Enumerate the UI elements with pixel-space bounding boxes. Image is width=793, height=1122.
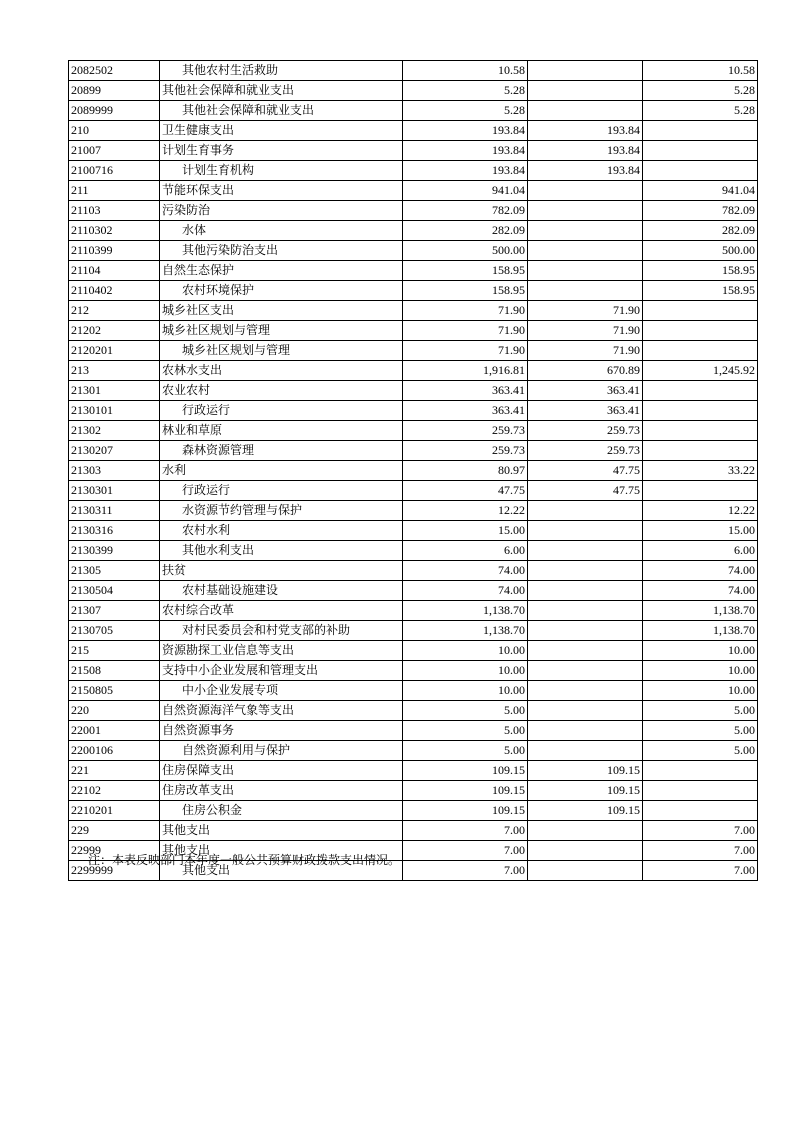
amount-col2-cell: 109.15 bbox=[528, 801, 643, 821]
amount-col3-cell: 74.00 bbox=[643, 561, 758, 581]
budget-code-cell: 221 bbox=[69, 761, 160, 781]
budget-code-cell: 21305 bbox=[69, 561, 160, 581]
amount-col3-cell: 10.00 bbox=[643, 661, 758, 681]
amount-col3-cell: 5.00 bbox=[643, 701, 758, 721]
amount-total-cell: 7.00 bbox=[403, 821, 528, 841]
budget-code-cell: 21303 bbox=[69, 461, 160, 481]
amount-col3-cell: 7.00 bbox=[643, 861, 758, 881]
budget-code-cell: 2089999 bbox=[69, 101, 160, 121]
budget-name-cell: 计划生育机构 bbox=[160, 161, 403, 181]
table-row bbox=[69, 141, 758, 161]
budget-code-cell: 213 bbox=[69, 361, 160, 381]
amount-col2-cell: 193.84 bbox=[528, 121, 643, 141]
budget-code-cell: 20899 bbox=[69, 81, 160, 101]
table-row bbox=[69, 121, 758, 141]
amount-total-cell: 71.90 bbox=[403, 301, 528, 321]
amount-col2-cell: 71.90 bbox=[528, 301, 643, 321]
amount-col3-cell: 782.09 bbox=[643, 201, 758, 221]
table-row bbox=[69, 241, 758, 261]
amount-total-cell: 259.73 bbox=[403, 441, 528, 461]
amount-col3-cell bbox=[643, 401, 758, 421]
budget-code-cell: 21202 bbox=[69, 321, 160, 341]
budget-name-cell: 城乡社区规划与管理 bbox=[160, 341, 403, 361]
budget-name-cell: 自然资源海洋气象等支出 bbox=[160, 701, 403, 721]
budget-code-cell: 215 bbox=[69, 641, 160, 661]
budget-name-cell: 其他农村生活救助 bbox=[160, 61, 403, 81]
amount-col2-cell bbox=[528, 741, 643, 761]
budget-code-cell: 2130399 bbox=[69, 541, 160, 561]
amount-total-cell: 782.09 bbox=[403, 201, 528, 221]
amount-total-cell: 5.28 bbox=[403, 101, 528, 121]
amount-col2-cell: 71.90 bbox=[528, 321, 643, 341]
budget-code-cell: 2082502 bbox=[69, 61, 160, 81]
amount-total-cell: 193.84 bbox=[403, 141, 528, 161]
amount-col3-cell: 7.00 bbox=[643, 841, 758, 861]
amount-col2-cell: 71.90 bbox=[528, 341, 643, 361]
amount-col2-cell bbox=[528, 681, 643, 701]
amount-col3-cell bbox=[643, 801, 758, 821]
table-row bbox=[69, 321, 758, 341]
budget-name-cell: 扶贫 bbox=[160, 561, 403, 581]
amount-col2-cell: 363.41 bbox=[528, 401, 643, 421]
amount-col2-cell bbox=[528, 201, 643, 221]
budget-code-cell: 2110402 bbox=[69, 281, 160, 301]
budget-name-cell: 对村民委员会和村党支部的补助 bbox=[160, 621, 403, 641]
table-row bbox=[69, 161, 758, 181]
amount-col2-cell: 670.89 bbox=[528, 361, 643, 381]
amount-col3-cell bbox=[643, 381, 758, 401]
amount-col2-cell bbox=[528, 861, 643, 881]
amount-total-cell: 6.00 bbox=[403, 541, 528, 561]
amount-col2-cell bbox=[528, 61, 643, 81]
budget-code-cell: 210 bbox=[69, 121, 160, 141]
table-row bbox=[69, 701, 758, 721]
amount-total-cell: 500.00 bbox=[403, 241, 528, 261]
budget-name-cell: 森林资源管理 bbox=[160, 441, 403, 461]
amount-col2-cell: 109.15 bbox=[528, 781, 643, 801]
budget-name-cell: 资源勘探工业信息等支出 bbox=[160, 641, 403, 661]
budget-name-cell: 计划生育事务 bbox=[160, 141, 403, 161]
amount-col2-cell bbox=[528, 661, 643, 681]
amount-col3-cell: 10.00 bbox=[643, 641, 758, 661]
budget-code-cell: 2130504 bbox=[69, 581, 160, 601]
amount-col2-cell bbox=[528, 221, 643, 241]
amount-col2-cell bbox=[528, 101, 643, 121]
amount-col3-cell bbox=[643, 121, 758, 141]
amount-col3-cell: 1,138.70 bbox=[643, 621, 758, 641]
budget-name-cell: 自然生态保护 bbox=[160, 261, 403, 281]
amount-col3-cell bbox=[643, 481, 758, 501]
amount-col3-cell: 33.22 bbox=[643, 461, 758, 481]
amount-col2-cell: 259.73 bbox=[528, 421, 643, 441]
amount-col3-cell bbox=[643, 161, 758, 181]
budget-code-cell: 2130207 bbox=[69, 441, 160, 461]
amount-total-cell: 193.84 bbox=[403, 121, 528, 141]
budget-name-cell: 自然资源利用与保护 bbox=[160, 741, 403, 761]
amount-total-cell: 1,138.70 bbox=[403, 601, 528, 621]
budget-name-cell: 污染防治 bbox=[160, 201, 403, 221]
table-row bbox=[69, 661, 758, 681]
table-row bbox=[69, 281, 758, 301]
amount-total-cell: 363.41 bbox=[403, 381, 528, 401]
table-row bbox=[69, 761, 758, 781]
budget-name-cell: 其他水利支出 bbox=[160, 541, 403, 561]
amount-col2-cell bbox=[528, 281, 643, 301]
amount-col2-cell bbox=[528, 541, 643, 561]
table-row bbox=[69, 361, 758, 381]
amount-total-cell: 80.97 bbox=[403, 461, 528, 481]
amount-col2-cell bbox=[528, 561, 643, 581]
amount-col3-cell: 158.95 bbox=[643, 281, 758, 301]
budget-expenditure-table bbox=[68, 60, 758, 881]
budget-table-container bbox=[68, 60, 755, 881]
table-row bbox=[69, 741, 758, 761]
budget-name-cell: 住房公积金 bbox=[160, 801, 403, 821]
amount-total-cell: 7.00 bbox=[403, 861, 528, 881]
amount-total-cell: 1,916.81 bbox=[403, 361, 528, 381]
amount-total-cell: 74.00 bbox=[403, 561, 528, 581]
amount-col3-cell: 500.00 bbox=[643, 241, 758, 261]
budget-name-cell: 农村综合改革 bbox=[160, 601, 403, 621]
amount-col3-cell: 941.04 bbox=[643, 181, 758, 201]
budget-name-cell: 其他社会保障和就业支出 bbox=[160, 81, 403, 101]
budget-name-cell: 中小企业发展专项 bbox=[160, 681, 403, 701]
amount-total-cell: 10.58 bbox=[403, 61, 528, 81]
budget-name-cell: 住房保障支出 bbox=[160, 761, 403, 781]
table-row bbox=[69, 101, 758, 121]
budget-name-cell: 农村环境保护 bbox=[160, 281, 403, 301]
amount-col3-cell bbox=[643, 781, 758, 801]
amount-col3-cell: 12.22 bbox=[643, 501, 758, 521]
amount-total-cell: 259.73 bbox=[403, 421, 528, 441]
budget-name-cell: 自然资源事务 bbox=[160, 721, 403, 741]
budget-name-cell: 林业和草原 bbox=[160, 421, 403, 441]
budget-name-cell: 其他支出 bbox=[160, 861, 403, 881]
table-row bbox=[69, 641, 758, 661]
amount-total-cell: 363.41 bbox=[403, 401, 528, 421]
amount-col2-cell bbox=[528, 521, 643, 541]
amount-col3-cell bbox=[643, 441, 758, 461]
amount-col3-cell: 7.00 bbox=[643, 821, 758, 841]
table-row bbox=[69, 201, 758, 221]
amount-col3-cell: 5.28 bbox=[643, 101, 758, 121]
budget-code-cell: 2130311 bbox=[69, 501, 160, 521]
amount-col2-cell: 47.75 bbox=[528, 461, 643, 481]
table-row bbox=[69, 601, 758, 621]
amount-total-cell: 5.28 bbox=[403, 81, 528, 101]
budget-code-cell: 2120201 bbox=[69, 341, 160, 361]
amount-total-cell: 12.22 bbox=[403, 501, 528, 521]
amount-col3-cell bbox=[643, 141, 758, 161]
amount-total-cell: 158.95 bbox=[403, 261, 528, 281]
budget-name-cell: 住房改革支出 bbox=[160, 781, 403, 801]
budget-name-cell: 城乡社区支出 bbox=[160, 301, 403, 321]
amount-col2-cell bbox=[528, 241, 643, 261]
amount-total-cell: 5.00 bbox=[403, 741, 528, 761]
budget-code-cell: 21301 bbox=[69, 381, 160, 401]
amount-col3-cell bbox=[643, 321, 758, 341]
budget-code-cell: 21307 bbox=[69, 601, 160, 621]
amount-col3-cell: 5.00 bbox=[643, 741, 758, 761]
amount-col3-cell: 6.00 bbox=[643, 541, 758, 561]
table-row bbox=[69, 581, 758, 601]
amount-col3-cell: 1,245.92 bbox=[643, 361, 758, 381]
budget-code-cell: 220 bbox=[69, 701, 160, 721]
budget-code-cell: 2299999 bbox=[69, 861, 160, 881]
amount-total-cell: 158.95 bbox=[403, 281, 528, 301]
table-row bbox=[69, 481, 758, 501]
budget-code-cell: 21302 bbox=[69, 421, 160, 441]
amount-col2-cell bbox=[528, 621, 643, 641]
budget-code-cell: 2210201 bbox=[69, 801, 160, 821]
amount-total-cell: 7.00 bbox=[403, 841, 528, 861]
amount-total-cell: 10.00 bbox=[403, 681, 528, 701]
budget-code-cell: 2100716 bbox=[69, 161, 160, 181]
budget-code-cell: 22001 bbox=[69, 721, 160, 741]
amount-total-cell: 193.84 bbox=[403, 161, 528, 181]
budget-name-cell: 其他支出 bbox=[160, 841, 403, 861]
amount-col2-cell bbox=[528, 721, 643, 741]
amount-col3-cell: 5.28 bbox=[643, 81, 758, 101]
budget-code-cell: 2130705 bbox=[69, 621, 160, 641]
table-row bbox=[69, 261, 758, 281]
table-row bbox=[69, 301, 758, 321]
budget-name-cell: 支持中小企业发展和管理支出 bbox=[160, 661, 403, 681]
amount-col3-cell: 282.09 bbox=[643, 221, 758, 241]
amount-col2-cell bbox=[528, 821, 643, 841]
table-row bbox=[69, 441, 758, 461]
budget-table-body bbox=[69, 61, 758, 881]
amount-total-cell: 941.04 bbox=[403, 181, 528, 201]
amount-total-cell: 5.00 bbox=[403, 721, 528, 741]
amount-col2-cell: 259.73 bbox=[528, 441, 643, 461]
budget-code-cell: 21508 bbox=[69, 661, 160, 681]
amount-col2-cell bbox=[528, 81, 643, 101]
amount-total-cell: 15.00 bbox=[403, 521, 528, 541]
table-row bbox=[69, 221, 758, 241]
amount-total-cell: 1,138.70 bbox=[403, 621, 528, 641]
table-row bbox=[69, 561, 758, 581]
table-row bbox=[69, 181, 758, 201]
budget-code-cell: 21007 bbox=[69, 141, 160, 161]
table-row bbox=[69, 821, 758, 841]
budget-name-cell: 水利 bbox=[160, 461, 403, 481]
amount-total-cell: 109.15 bbox=[403, 761, 528, 781]
budget-code-cell: 21104 bbox=[69, 261, 160, 281]
amount-total-cell: 10.00 bbox=[403, 641, 528, 661]
amount-col2-cell bbox=[528, 601, 643, 621]
amount-total-cell: 74.00 bbox=[403, 581, 528, 601]
budget-code-cell: 2130316 bbox=[69, 521, 160, 541]
budget-name-cell: 行政运行 bbox=[160, 481, 403, 501]
budget-name-cell: 其他支出 bbox=[160, 821, 403, 841]
amount-col3-cell: 74.00 bbox=[643, 581, 758, 601]
table-row bbox=[69, 81, 758, 101]
amount-col3-cell: 1,138.70 bbox=[643, 601, 758, 621]
table-row bbox=[69, 781, 758, 801]
amount-col3-cell: 15.00 bbox=[643, 521, 758, 541]
budget-name-cell: 其他社会保障和就业支出 bbox=[160, 101, 403, 121]
amount-col3-cell: 10.58 bbox=[643, 61, 758, 81]
budget-name-cell: 水体 bbox=[160, 221, 403, 241]
budget-code-cell: 2110302 bbox=[69, 221, 160, 241]
budget-code-cell: 229 bbox=[69, 821, 160, 841]
amount-total-cell: 5.00 bbox=[403, 701, 528, 721]
budget-name-cell: 城乡社区规划与管理 bbox=[160, 321, 403, 341]
table-row bbox=[69, 461, 758, 481]
amount-col3-cell bbox=[643, 341, 758, 361]
amount-col3-cell: 158.95 bbox=[643, 261, 758, 281]
budget-name-cell: 水资源节约管理与保护 bbox=[160, 501, 403, 521]
table-row bbox=[69, 801, 758, 821]
budget-name-cell: 卫生健康支出 bbox=[160, 121, 403, 141]
table-row bbox=[69, 621, 758, 641]
budget-code-cell: 2130101 bbox=[69, 401, 160, 421]
budget-code-cell: 212 bbox=[69, 301, 160, 321]
amount-col3-cell bbox=[643, 301, 758, 321]
amount-col2-cell: 193.84 bbox=[528, 161, 643, 181]
amount-col2-cell bbox=[528, 181, 643, 201]
budget-code-cell: 2200106 bbox=[69, 741, 160, 761]
amount-col2-cell: 363.41 bbox=[528, 381, 643, 401]
table-row bbox=[69, 401, 758, 421]
budget-code-cell: 22999 bbox=[69, 841, 160, 861]
budget-code-cell: 2150805 bbox=[69, 681, 160, 701]
table-row bbox=[69, 341, 758, 361]
amount-total-cell: 109.15 bbox=[403, 801, 528, 821]
table-row bbox=[69, 381, 758, 401]
table-row bbox=[69, 541, 758, 561]
amount-col2-cell: 193.84 bbox=[528, 141, 643, 161]
table-row bbox=[69, 61, 758, 81]
amount-total-cell: 47.75 bbox=[403, 481, 528, 501]
table-row bbox=[69, 501, 758, 521]
table-footnote: 注：本表反映部门本年度一般公共预算财政拨款支出情况。 bbox=[88, 853, 401, 867]
amount-col2-cell bbox=[528, 701, 643, 721]
budget-name-cell: 农村基础设施建设 bbox=[160, 581, 403, 601]
amount-col2-cell bbox=[528, 261, 643, 281]
budget-code-cell: 2130301 bbox=[69, 481, 160, 501]
amount-col2-cell: 109.15 bbox=[528, 761, 643, 781]
amount-col2-cell bbox=[528, 581, 643, 601]
amount-total-cell: 109.15 bbox=[403, 781, 528, 801]
amount-total-cell: 10.00 bbox=[403, 661, 528, 681]
budget-code-cell: 211 bbox=[69, 181, 160, 201]
budget-name-cell: 农村水利 bbox=[160, 521, 403, 541]
budget-name-cell: 节能环保支出 bbox=[160, 181, 403, 201]
table-row bbox=[69, 681, 758, 701]
budget-code-cell: 2110399 bbox=[69, 241, 160, 261]
budget-name-cell: 其他污染防治支出 bbox=[160, 241, 403, 261]
budget-name-cell: 农林水支出 bbox=[160, 361, 403, 381]
amount-col3-cell: 10.00 bbox=[643, 681, 758, 701]
amount-total-cell: 282.09 bbox=[403, 221, 528, 241]
table-row bbox=[69, 721, 758, 741]
budget-code-cell: 22102 bbox=[69, 781, 160, 801]
amount-total-cell: 71.90 bbox=[403, 321, 528, 341]
amount-col2-cell bbox=[528, 501, 643, 521]
amount-col3-cell bbox=[643, 421, 758, 441]
amount-col2-cell bbox=[528, 641, 643, 661]
table-row bbox=[69, 421, 758, 441]
budget-code-cell: 21103 bbox=[69, 201, 160, 221]
amount-col3-cell: 5.00 bbox=[643, 721, 758, 741]
amount-col2-cell: 47.75 bbox=[528, 481, 643, 501]
amount-total-cell: 71.90 bbox=[403, 341, 528, 361]
budget-name-cell: 农业农村 bbox=[160, 381, 403, 401]
amount-col2-cell bbox=[528, 841, 643, 861]
table-row bbox=[69, 521, 758, 541]
amount-col3-cell bbox=[643, 761, 758, 781]
budget-name-cell: 行政运行 bbox=[160, 401, 403, 421]
